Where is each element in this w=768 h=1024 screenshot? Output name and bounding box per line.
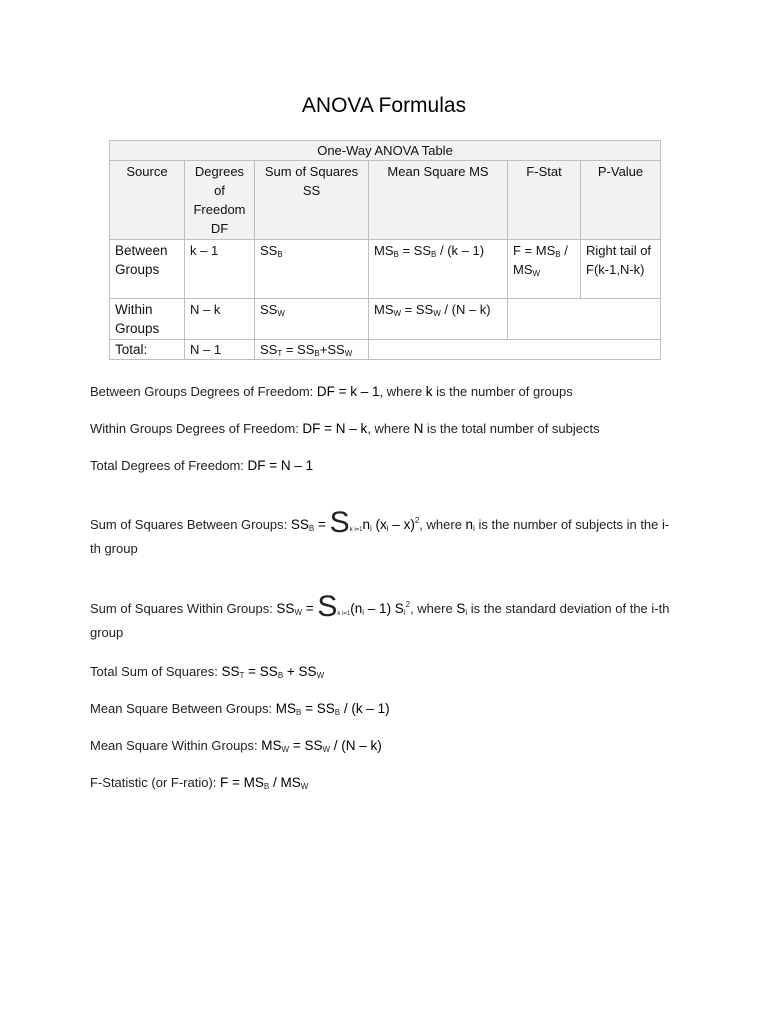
ms-eq-sub: B <box>431 250 437 259</box>
cell-ms <box>369 240 508 299</box>
formula-b-sub: i <box>403 608 406 617</box>
f-sub-a: B <box>555 250 561 259</box>
sigma-symbol: S <box>329 506 350 539</box>
formula-a: MS <box>261 738 282 753</box>
table-row <box>110 299 661 340</box>
formula-b: = SS <box>289 738 323 753</box>
formula-b-sub: B <box>334 708 341 717</box>
line-label: Mean Square Within Groups: <box>90 738 262 753</box>
line-rest: is the standard deviation of the i-th group <box>90 601 670 640</box>
formula-a-sub: i <box>370 524 372 533</box>
ss-sub: B <box>277 250 283 259</box>
formula: DF = N – 1 <box>247 458 314 473</box>
empty-cell <box>369 340 661 360</box>
cell-pvalue: Right tail of F(k-1,N-k) <box>581 240 661 299</box>
line-label: Between Groups Degrees of Freedom: <box>90 384 317 399</box>
formula-a-sub: B <box>295 708 302 717</box>
formula: DF = k – 1 <box>316 384 380 399</box>
sigma-symbol: S <box>317 590 338 623</box>
formula-var: n <box>465 517 474 532</box>
formula-sup: 2 <box>405 600 411 609</box>
formula-b: (x <box>371 517 387 532</box>
formula-b: = SS <box>301 701 335 716</box>
header-pvalue: P-Value <box>581 161 661 240</box>
cell-source: Between Groups <box>110 240 185 299</box>
formula-b-sub: W <box>322 745 331 754</box>
ss-plus: +SS <box>319 342 345 357</box>
formula-eq: = <box>302 601 318 616</box>
formula-a: MS <box>275 701 296 716</box>
line-rest: is the number of subjects in the i-th group <box>90 517 670 556</box>
ss-within-line <box>90 590 680 645</box>
formula-a-sub: i <box>362 608 365 617</box>
formula-b: – 1) S <box>364 601 404 616</box>
cell-ss <box>255 240 369 299</box>
ms-text: MS <box>374 243 394 258</box>
page-title: ANOVA Formulas <box>301 94 467 117</box>
line-rest: is the number of groups <box>432 384 573 399</box>
formula-b: / MS <box>269 775 301 790</box>
line-mid: , where <box>410 601 457 616</box>
ms-eq: = SS <box>401 302 434 317</box>
formula-sup: 2 <box>414 516 420 525</box>
formula-a-sub: W <box>281 745 290 754</box>
formula-c: – x) <box>388 517 415 532</box>
table-caption: One-Way ANOVA Table <box>110 141 661 161</box>
formula-var: k <box>425 384 433 399</box>
formula-lhs-sub: W <box>294 608 302 617</box>
cell-df: N – k <box>185 299 255 340</box>
formula-a: F = MS <box>220 775 264 790</box>
formula-lhs-sub: B <box>308 524 315 533</box>
cell-source: Total: <box>110 340 185 360</box>
line-label: Sum of Squares Between Groups: <box>90 517 291 532</box>
cell-fstat <box>508 240 581 299</box>
header-ms: Mean Square MS <box>369 161 508 240</box>
f-sub-b: W <box>532 269 541 278</box>
sigma-limits: k i=1 <box>349 527 363 533</box>
ss-text: SS <box>260 342 278 357</box>
ms-eq-sub: W <box>433 309 441 318</box>
ss-sub: T <box>277 349 283 358</box>
line-label: Mean Square Between Groups: <box>90 701 276 716</box>
formula-var: N <box>413 421 424 436</box>
formula-b-sub: B <box>277 671 284 680</box>
df-between-line <box>90 380 680 404</box>
df-total-line <box>90 454 680 478</box>
formula-var: S <box>456 601 466 616</box>
formula: DF = N – k <box>302 421 368 436</box>
cell-df: N – 1 <box>185 340 255 360</box>
df-within-line <box>90 417 680 441</box>
formula-a-sub: T <box>239 671 245 680</box>
line-label: Total Degrees of Freedom: <box>90 458 248 473</box>
ms-between-line <box>90 697 680 721</box>
line-rest: is the total number of subjects <box>423 421 600 436</box>
formula-c: / (N – k) <box>330 738 382 753</box>
formula-eq: = <box>314 517 330 532</box>
ms-eq: = SS <box>398 243 432 258</box>
line-label: Sum of Squares Within Groups: <box>90 601 277 616</box>
cell-source: Within Groups <box>110 299 185 340</box>
cell-ms <box>369 299 508 340</box>
ss-eq-sub: B <box>314 349 320 358</box>
f-text-b: / MS <box>513 243 568 277</box>
ss-sub: W <box>277 309 285 318</box>
ss-total-line <box>90 660 680 684</box>
cell-df: k – 1 <box>185 240 255 299</box>
formula-c: + SS <box>283 664 317 679</box>
ss-plus-sub: W <box>344 349 353 358</box>
ms-sub: B <box>393 250 399 259</box>
ms-tail: / (k – 1) <box>436 243 485 258</box>
table-header-row <box>110 161 661 240</box>
line-mid: , where <box>379 384 426 399</box>
ms-sub: W <box>393 309 402 318</box>
ss-between-line <box>90 506 680 561</box>
formula-a-sub: B <box>263 782 270 791</box>
header-ss: Sum of Squares SS <box>255 161 369 240</box>
formula-a: SS <box>221 664 240 679</box>
anova-table <box>109 140 661 360</box>
header-fstat: F-Stat <box>508 161 581 240</box>
ms-text: MS <box>374 302 394 317</box>
table-caption-row <box>110 141 661 161</box>
table-row <box>110 240 661 299</box>
formula-b-sub: i <box>386 524 389 533</box>
line-mid: , where <box>419 517 466 532</box>
formula-c: / (k – 1) <box>340 701 390 716</box>
ms-within-line <box>90 734 680 758</box>
cell-ss <box>255 299 369 340</box>
empty-cell <box>508 299 661 340</box>
f-stat-line <box>90 771 680 795</box>
f-text-a: F = MS <box>513 243 556 258</box>
formula-a: (n <box>350 601 363 616</box>
ss-eq: = SS <box>282 342 315 357</box>
line-label: Within Groups Degrees of Freedom: <box>90 421 303 436</box>
formula-a: n <box>362 517 371 532</box>
cell-ss <box>255 340 369 360</box>
formula-var-sub: i <box>473 524 475 533</box>
header-source: Source <box>110 161 185 240</box>
formula-c-sub: W <box>316 671 325 680</box>
header-df: Degrees of Freedom DF <box>185 161 255 240</box>
line-label: F-Statistic (or F-ratio): <box>90 775 221 790</box>
ms-tail: / (N – k) <box>440 302 491 317</box>
line-label: Total Sum of Squares: <box>90 664 222 679</box>
table-row <box>110 340 661 360</box>
ss-text: SS <box>260 302 278 317</box>
ss-text: SS <box>260 243 278 258</box>
formula-b: = SS <box>244 664 278 679</box>
formula-var-sub: i <box>465 608 468 617</box>
formula-lhs: SS <box>290 517 309 532</box>
line-mid: , where <box>367 421 414 436</box>
sigma-limits: k i=1 <box>337 611 351 617</box>
formula-lhs: SS <box>276 601 295 616</box>
formula-b-sub: W <box>300 782 309 791</box>
